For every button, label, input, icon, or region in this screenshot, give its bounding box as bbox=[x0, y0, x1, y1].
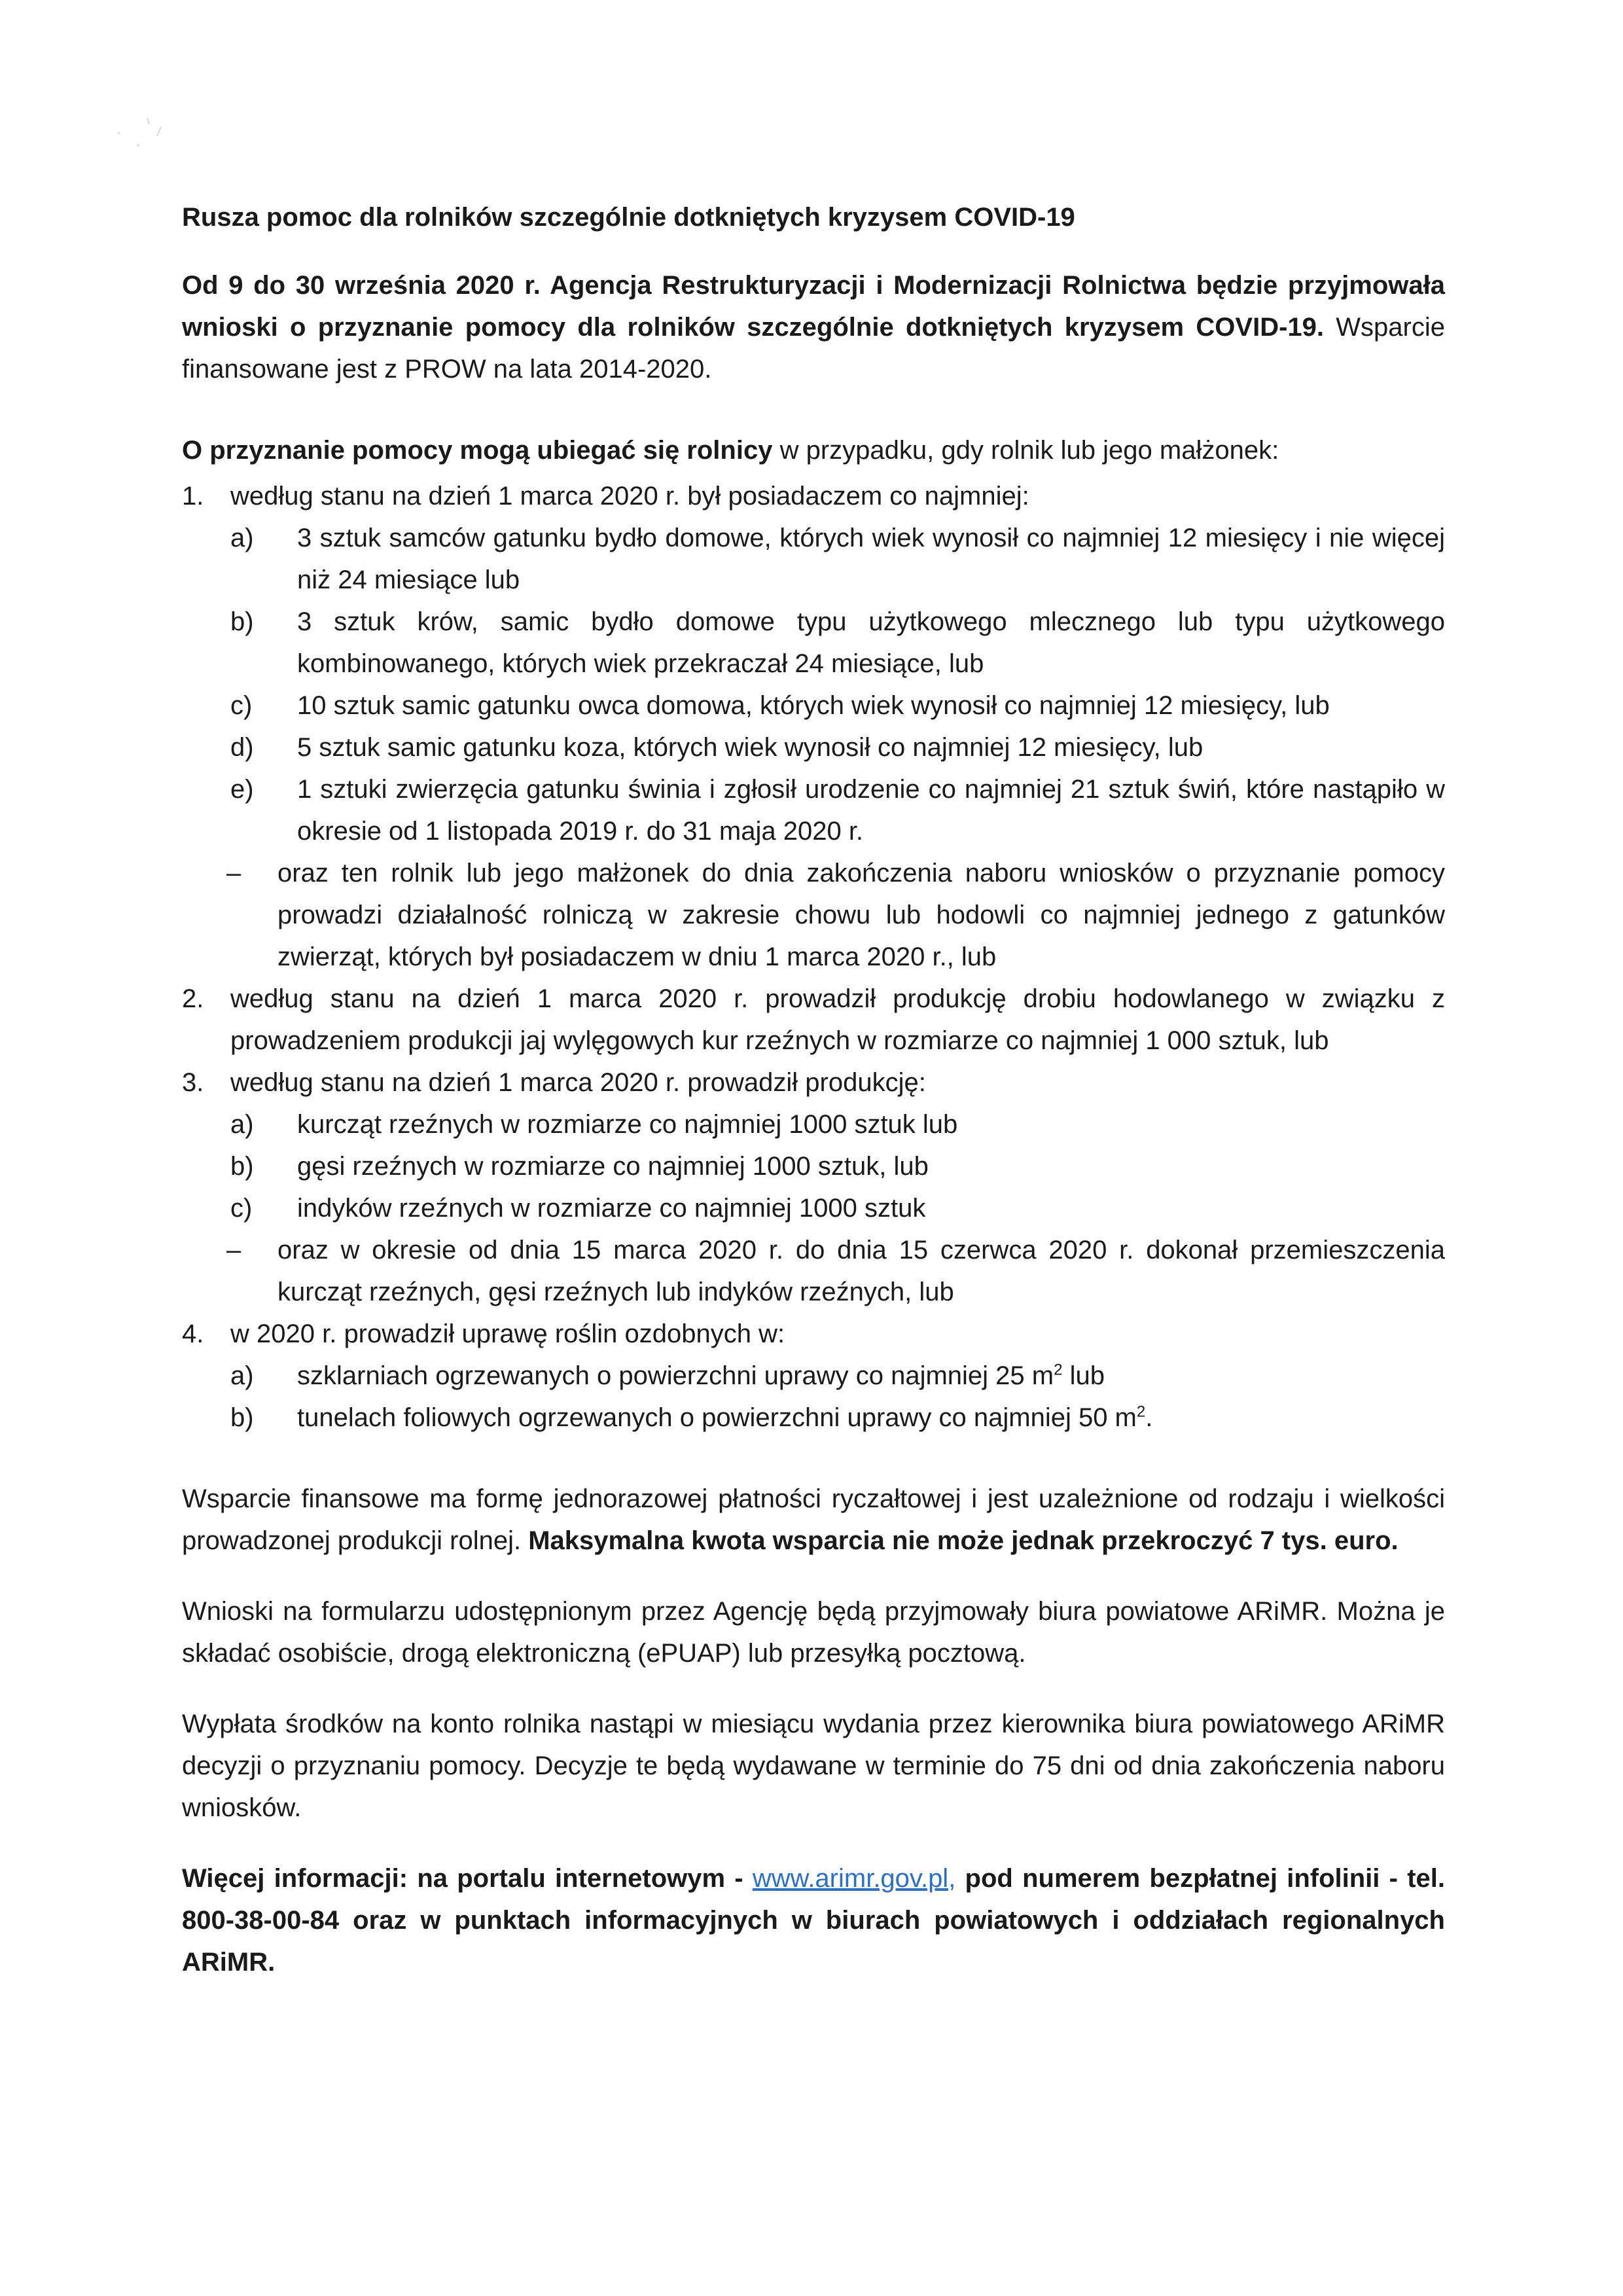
scan-artifact-icon bbox=[98, 113, 170, 152]
sub-marker: a) bbox=[230, 1361, 254, 1390]
sub-item-text: indyków rzeźnych w rozmiarze co najmniej 1000 sztuk bbox=[297, 1194, 926, 1223]
lead-paragraph bbox=[182, 264, 1445, 390]
list-item-text: według stanu na dzień 1 marca 2020 r. prowadził produkcję: bbox=[230, 1068, 926, 1097]
sub-marker: c) bbox=[230, 1194, 253, 1223]
list-item-4 bbox=[182, 1313, 1445, 1355]
applications-paragraph: Wnioski na formularzu udostępnionym przez Agencję będą przyjmowały biura powiatowe ARiMR. Można je składać osobiście, drogą elektroniczną (ePUAP) lub przesyłką pocztową. bbox=[182, 1597, 1445, 1668]
dash-item-3 bbox=[182, 1229, 1445, 1313]
sub-marker: b) bbox=[230, 1152, 254, 1181]
sub-item-text: 1 sztuki zwierzęcia gatunku świnia i zgłosił urodzenie co najmniej 21 sztuk świń, które nastąpiło w okresie od 1 listopada 2019 r. do 31 maja 2020 r. bbox=[297, 775, 1445, 846]
list-marker: 3. bbox=[182, 1068, 204, 1097]
list-item-text: w 2020 r. prowadził uprawę roślin ozdobnych w: bbox=[230, 1319, 785, 1348]
sub-item-text: 3 sztuk krów, samic bydło domowe typu użytkowego mlecznego lub typu użytkowego kombinowanego, których wiek przekraczał 24 miesiące, lub bbox=[297, 607, 1445, 678]
sub-marker: a) bbox=[230, 524, 254, 552]
sub-item-4a bbox=[182, 1355, 1445, 1397]
sub-item-text: 3 sztuk samców gatunku bydło domowe, których wiek wynosił co najmniej 12 miesięcy i nie więcej niż 24 miesiące lub bbox=[297, 524, 1445, 594]
sub-item-3c bbox=[182, 1187, 1445, 1229]
sub-item-3a bbox=[182, 1103, 1445, 1145]
list-item-text: według stanu na dzień 1 marca 2020 r. prowadził produkcję drobiu hodowlanego w związku z prowadzeniem produkcji jaj wylęgowych kur rzeźnych w rozmiarze co najmniej 1 000 sztuk, lub bbox=[230, 984, 1445, 1055]
sub-marker: b) bbox=[230, 1403, 254, 1432]
dash-marker: – bbox=[226, 1236, 241, 1265]
list-marker: 1. bbox=[182, 482, 204, 511]
sub-item-text: szklarniach ogrzewanych o powierzchni uprawy co najmniej 25 m bbox=[297, 1361, 1054, 1390]
support-plain: Wsparcie finansowe ma formę jednorazowej płatności ryczałtowej i jest uzależnione od rodzaju i wielkości prowadzonej produkcji rolnej. bbox=[182, 1484, 1445, 1555]
superscript: 2 bbox=[1136, 1403, 1146, 1421]
list-item-2 bbox=[182, 978, 1445, 1062]
sub-marker: a) bbox=[230, 1110, 254, 1139]
sub-item-text: 10 sztuk samic gatunku owca domowa, których wiek wynosił co najmniej 12 miesięcy, lub bbox=[297, 691, 1330, 720]
support-paragraph bbox=[182, 1478, 1445, 1562]
list-marker: 2. bbox=[182, 984, 204, 1013]
list-item-3 bbox=[182, 1062, 1445, 1103]
list-marker: 4. bbox=[182, 1319, 204, 1348]
page-title: Rusza pomoc dla rolników szczególnie dotkniętych kryzysem COVID-19 bbox=[182, 203, 1075, 232]
sub-item-4b bbox=[182, 1397, 1445, 1439]
website-link[interactable]: www.arimr.gov.pl, bbox=[752, 1864, 956, 1893]
sub-item-1e bbox=[182, 768, 1445, 852]
dash-item-text: oraz w okresie od dnia 15 marca 2020 r. do dnia 15 czerwca 2020 r. dokonał przemieszczenia kurcząt rzeźnych, gęsi rzeźnych lub indyków rzeźnych, lub bbox=[277, 1236, 1445, 1306]
intro-plain: w przypadku, gdy rolnik lub jego małżonek: bbox=[772, 436, 1279, 465]
sub-marker: e) bbox=[230, 775, 254, 804]
eligibility-intro bbox=[182, 429, 1445, 471]
sub-marker: b) bbox=[230, 607, 254, 636]
dash-marker: – bbox=[226, 859, 241, 888]
info-paragraph bbox=[182, 1857, 1445, 1983]
sub-item-text: tunelach foliowych ogrzewanych o powierzchni uprawy co najmniej 50 m bbox=[297, 1403, 1137, 1432]
info-pre: Więcej informacji: na portalu internetowym - bbox=[182, 1864, 753, 1893]
sub-marker: d) bbox=[230, 733, 254, 762]
sub-marker: c) bbox=[230, 691, 253, 720]
sub-item-1b bbox=[182, 601, 1445, 685]
sub-item-tail: . bbox=[1145, 1403, 1153, 1432]
sub-item-text: gęsi rzeźnych w rozmiarze co najmniej 1000 sztuk, lub bbox=[297, 1152, 929, 1181]
document-body bbox=[182, 196, 1445, 1983]
list-item-1 bbox=[182, 475, 1445, 517]
sub-item-1a bbox=[182, 517, 1445, 601]
info-post: pod numerem bezpłatnej infolinii - tel. 800-38-00-84 oraz w punktach informacyjnych w biurach powiatowych i oddziałach regionalnych ARiMR. bbox=[182, 1864, 1445, 1977]
sub-item-text: kurcząt rzeźnych w rozmiarze co najmniej 1000 sztuk lub bbox=[297, 1110, 958, 1139]
intro-bold: O przyznanie pomocy mogą ubiegać się rolnicy bbox=[182, 436, 773, 465]
sub-item-1c bbox=[182, 685, 1445, 726]
sub-item-text: 5 sztuk samic gatunku koza, których wiek wynosił co najmniej 12 miesięcy, lub bbox=[297, 733, 1204, 762]
list-item-text: według stanu na dzień 1 marca 2020 r. był posiadaczem co najmniej: bbox=[230, 482, 1029, 511]
sub-item-3b bbox=[182, 1145, 1445, 1187]
payment-paragraph: Wypłata środków na konto rolnika nastąpi w miesiącu wydania przez kierownika biura powiatowego ARiMR decyzji o przyznaniu pomocy. Decyzje te będą wydawane w terminie do 75 dni od dnia zakończenia naboru wniosków. bbox=[182, 1710, 1445, 1822]
lead-bold: Od 9 do 30 września 2020 r. Agencja Restrukturyzacji i Modernizacji Rolnictwa będzie przyjmowała wnioski o przyznanie pomocy dla rolników szczególnie dotkniętych kryzysem COVID-19. bbox=[182, 271, 1445, 342]
support-bold: Maksymalna kwota wsparcia nie może jednak przekroczyć 7 tys. euro. bbox=[528, 1526, 1399, 1555]
dash-item-text: oraz ten rolnik lub jego małżonek do dnia zakończenia naboru wniosków o przyznanie pomocy prowadzi działalność rolniczą w zakresie chowu lub hodowli co najmniej jednego z gatunków zwierząt, których był posiadaczem w dniu 1 marca 2020 r., lub bbox=[277, 859, 1445, 971]
dash-item-1 bbox=[182, 852, 1445, 978]
lead-plain: Wsparcie finansowane jest z PROW na lata 2014-2020. bbox=[182, 313, 1446, 384]
sub-item-tail: lub bbox=[1062, 1361, 1105, 1390]
sub-item-1d bbox=[182, 726, 1445, 768]
superscript: 2 bbox=[1054, 1361, 1063, 1379]
